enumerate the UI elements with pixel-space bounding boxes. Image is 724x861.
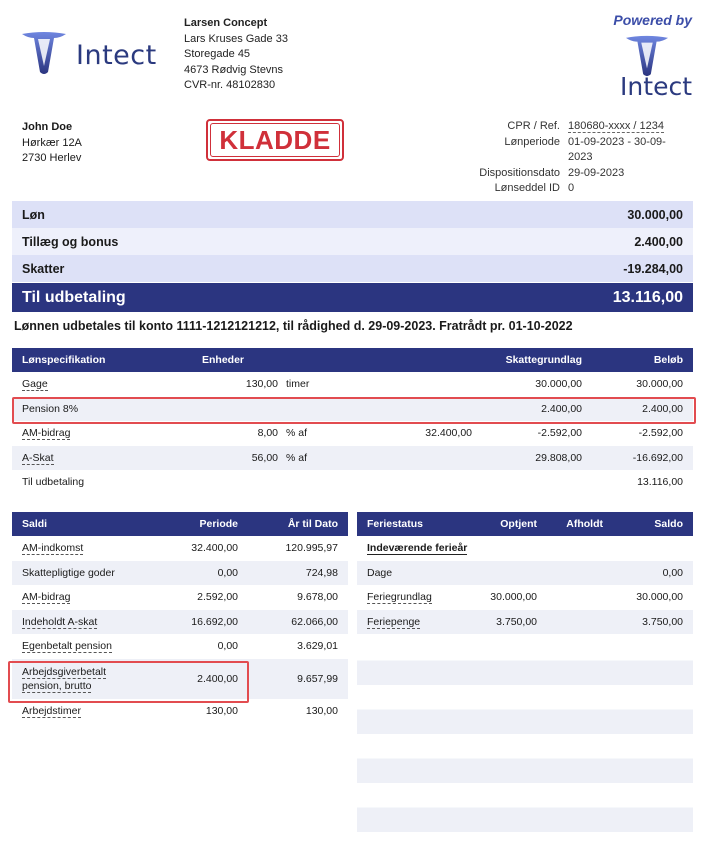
meta-label: CPR / Ref. <box>507 120 560 132</box>
saldo-label[interactable]: AM-indkomst <box>22 542 84 555</box>
meta-label: Lønseddel ID <box>494 182 560 194</box>
ferie-earned: 30.000,00 <box>490 591 537 604</box>
saldo-period: 32.400,00 <box>191 542 238 555</box>
company-line: Lars Kruses Gade 33 <box>184 32 288 45</box>
line-tax-basis: 2.400,00 <box>541 402 582 415</box>
col-header: Saldo <box>654 518 683 530</box>
ferie-earned: 3.750,00 <box>496 615 537 628</box>
table-row <box>357 585 693 610</box>
meta-label: Lønperiode <box>504 135 560 148</box>
line-amount: 2.400,00 <box>642 402 683 415</box>
table-row <box>12 446 693 471</box>
line-label[interactable]: A-Skat <box>22 451 54 464</box>
ferie-label[interactable]: Feriepenge <box>367 615 421 628</box>
meta-value: 01-09-2023 - 30-09-2023 <box>568 135 666 163</box>
summary-label: Skatter <box>22 261 65 276</box>
line-tax-basis: -2.592,00 <box>537 427 582 440</box>
payslip-meta <box>470 119 688 197</box>
ferie-balance: 3.750,00 <box>642 615 683 628</box>
line-tax-basis: 29.808,00 <box>535 451 582 464</box>
saldo-ytd: 120.995,97 <box>285 542 338 555</box>
table-row <box>357 561 693 586</box>
pay-summary <box>12 201 693 312</box>
summary-value: 2.400,00 <box>634 234 683 249</box>
saldo-label: Skattepligtige goder <box>22 566 115 579</box>
col-header: Feriestatus <box>367 518 424 530</box>
line-amount: -16.692,00 <box>632 451 683 464</box>
highlight-pension-row <box>12 397 696 424</box>
table-row <box>12 536 348 561</box>
summary-value: 30.000,00 <box>627 207 683 222</box>
saldo-label[interactable]: Indeholdt A-skat <box>22 615 98 628</box>
line-label: Til udbetaling <box>22 476 85 489</box>
powered-by-label: Powered by <box>613 12 692 28</box>
lonspec-header <box>12 348 693 372</box>
draft-stamp-text: KLADDE <box>210 123 340 157</box>
col-header: Saldi <box>22 518 48 530</box>
feriestatus-table <box>357 512 693 634</box>
company-line: 4673 Rødvig Stevns <box>184 63 284 76</box>
summary-label: Løn <box>22 207 45 222</box>
powered-logo-text: Intect <box>620 72 692 101</box>
table-row <box>12 585 348 610</box>
col-header: Optjent <box>500 518 537 530</box>
intect-logo-text: Intect <box>76 40 157 71</box>
employee-address <box>22 120 82 167</box>
table-row <box>12 610 348 635</box>
line-amount: 13.116,00 <box>637 476 683 489</box>
line-tax-basis: 30.000,00 <box>535 378 582 391</box>
table-row <box>12 634 348 659</box>
col-header: År til Dato <box>287 518 338 530</box>
col-header: Skattegrundlag <box>505 354 582 366</box>
ferie-label: Dage <box>367 566 393 579</box>
ferie-balance: 0,00 <box>662 566 683 579</box>
summary-total-label: Til udbetaling <box>22 288 126 306</box>
ferie-header <box>357 512 693 536</box>
employee-city: 2730 Herlev <box>22 152 82 164</box>
table-row <box>12 372 693 397</box>
company-name: Larsen Concept <box>184 17 268 29</box>
company-line: Storegade 45 <box>184 48 251 60</box>
line-basis: 32.400,00 <box>425 427 472 440</box>
intect-logo-icon <box>20 30 68 76</box>
line-amount: -2.592,00 <box>638 427 683 440</box>
line-label: Pension 8% <box>22 402 79 415</box>
saldo-label[interactable]: Egenbetalt pension <box>22 640 112 653</box>
saldo-period: 2.592,00 <box>197 591 238 604</box>
line-units: 130,00 <box>245 378 278 391</box>
table-row <box>12 421 693 446</box>
col-header: Enheder <box>202 354 245 366</box>
saldo-period: 2.400,00 <box>197 672 238 685</box>
line-units: 8,00 <box>257 427 278 440</box>
table-row <box>12 561 348 586</box>
meta-row <box>470 119 688 135</box>
draft-stamp <box>206 119 344 161</box>
saldo-period: 0,00 <box>217 640 238 653</box>
saldo-period: 0,00 <box>217 566 238 579</box>
ferie-empty-rows <box>357 636 693 832</box>
saldo-ytd: 62.066,00 <box>291 615 338 628</box>
saldo-ytd: 724,98 <box>305 566 338 579</box>
company-address <box>184 16 288 94</box>
powered-by <box>602 12 692 102</box>
col-header: Lønspecifikation <box>22 354 106 366</box>
ferie-label[interactable]: Feriegrundlag <box>367 591 432 604</box>
meta-value: 29-09-2023 <box>568 166 625 179</box>
payment-note: Lønnen udbetales til konto 1111-1212121212, til rådighed d. 29-09-2023. Fratrådt pr. 01-10-2022 <box>14 319 573 333</box>
employee-address-line: Hørkær 12A <box>22 136 82 149</box>
meta-value[interactable]: 180680-xxxx / 1234 <box>568 120 665 132</box>
company-cvr: CVR-nr. 48102830 <box>184 79 276 91</box>
table-row <box>357 610 693 635</box>
meta-value: 0 <box>568 182 575 194</box>
summary-label: Tillæg og bonus <box>22 234 119 249</box>
meta-label: Dispositionsdato <box>479 166 560 179</box>
saldo-ytd: 3.629,01 <box>297 640 338 653</box>
saldo-label-line2: pension, brutto <box>22 679 92 692</box>
ferie-balance: 30.000,00 <box>636 591 683 604</box>
table-row <box>357 536 693 561</box>
saldo-ytd: 9.657,99 <box>297 672 338 685</box>
ferie-section-title: Indeværende ferieår <box>367 542 468 555</box>
line-unit-type: % af <box>286 451 308 464</box>
line-units: 56,00 <box>251 451 278 464</box>
line-unit-type: timer <box>286 378 310 391</box>
meta-row <box>470 135 688 166</box>
intect-logo <box>20 30 160 80</box>
col-header: Afholdt <box>566 518 603 530</box>
saldo-period: 16.692,00 <box>191 615 238 628</box>
summary-row-tillaeg <box>12 228 693 255</box>
saldo-ytd: 9.678,00 <box>297 591 338 604</box>
saldo-ytd: 130,00 <box>305 704 338 717</box>
saldi-header <box>12 512 348 536</box>
saldo-label[interactable]: AM-bidrag <box>22 591 71 604</box>
employee-name: John Doe <box>22 121 73 133</box>
saldo-label: Arbejdsgiverbetalt <box>22 665 107 678</box>
summary-row-lon <box>12 201 693 228</box>
line-label[interactable]: AM-bidrag <box>22 427 71 440</box>
summary-total-value: 13.116,00 <box>612 288 683 306</box>
meta-row <box>470 181 688 197</box>
line-amount: 30.000,00 <box>636 378 683 391</box>
col-header: Beløb <box>653 354 683 366</box>
saldo-period: 130,00 <box>205 704 238 717</box>
line-label[interactable]: Gage <box>22 378 48 391</box>
line-unit-type: % af <box>286 427 308 440</box>
col-header: Periode <box>199 518 238 530</box>
table-row <box>12 470 693 495</box>
summary-row-total <box>12 283 693 312</box>
summary-row-skatter <box>12 255 693 282</box>
meta-row <box>470 166 688 182</box>
saldo-label[interactable]: Arbejdstimer <box>22 704 81 717</box>
summary-value: -19.284,00 <box>623 261 683 276</box>
highlight-employer-pension <box>8 661 249 703</box>
